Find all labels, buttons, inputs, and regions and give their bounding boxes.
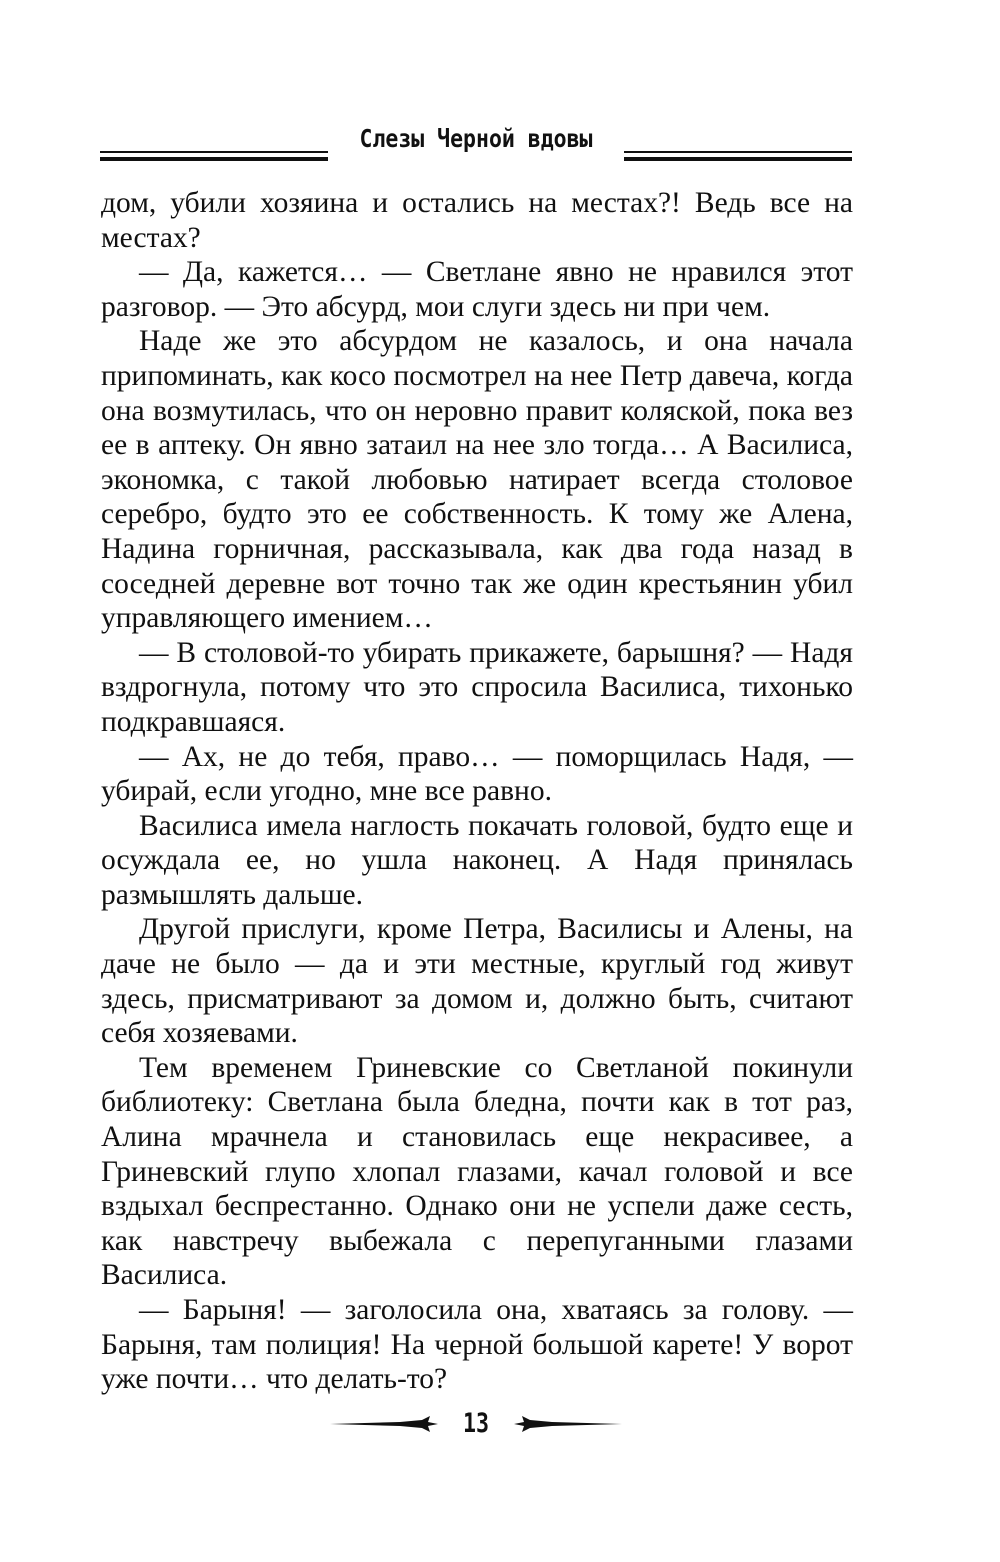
footer-ornament-left <box>330 1414 440 1434</box>
body-text <box>101 186 853 1397</box>
running-title: Слезы Черной вдовы <box>359 124 593 153</box>
running-header <box>100 118 852 170</box>
page-number: 13 <box>462 1408 489 1439</box>
paragraph-1: дом, убили хозяина и остались на местах?! Ведь все на местах? <box>101 187 853 254</box>
paragraph-2: — Да, кажется… — Светлане явно не нравился этот разговор. — Это абсурд, мои слуги здесь ни при чем. <box>101 256 853 323</box>
header-rule-left <box>100 151 328 161</box>
header-rule-right <box>624 151 852 161</box>
paragraph-8: Тем временем Гриневские со Светланой покинули библиотеку: Светлана была бледна, почти как в тот раз, Алина мрачнела и становилась еще некрасивее, а Гриневский глупо хлопал глазами, качал головой и все вздыхал беспрестанно. Однако они не успели даже сесть, как навстречу выбежала с перепуганными глазами Василиса. <box>101 1051 853 1292</box>
page-footer <box>330 1404 622 1448</box>
paragraph-9: — Барыня! — заголосила она, хватаясь за голову. — Барыня, там полиция! На черной большой карете! У ворот уже почти… что делать-то? <box>101 1294 853 1396</box>
paragraph-6: Василиса имела наглость покачать головой, будто еще и осуждала ее, но ушла наконец. А Надя принялась размышлять дальше. <box>101 809 853 911</box>
paragraph-7: Другой прислуги, кроме Петра, Василисы и Алены, на даче не было — да и эти местные, круглый год живут здесь, присматривают за домом и, должно быть, считают себя хозяевами. <box>101 913 853 1050</box>
paragraph-3: Наде же это абсурдом не казалось, и она начала припоминать, как косо посмотрел на нее Петр давеча, когда она возмутилась, что он неровно правит коляской, пока вез ее в аптеку. Он явно затаил на нее зло тогда… А Василиса, экономка, с такой любовью натирает всегда столовое серебро, будто это ее собственность. К тому же Алена, Надина горничная, рассказывала, как два года назад в соседней деревне вот точно так же один крестьянин убил управляющего имением… <box>101 325 853 635</box>
paragraph-4: — В столовой-то убирать прикажете, барышня? — Надя вздрогнула, потому что это спросила Василиса, тихонько подкравшаяся. <box>101 636 853 738</box>
paragraph-5: — Ах, не до тебя, право… — поморщилась Надя, — убирай, если угодно, мне все равно. <box>101 740 853 808</box>
footer-ornament-right <box>512 1414 622 1434</box>
